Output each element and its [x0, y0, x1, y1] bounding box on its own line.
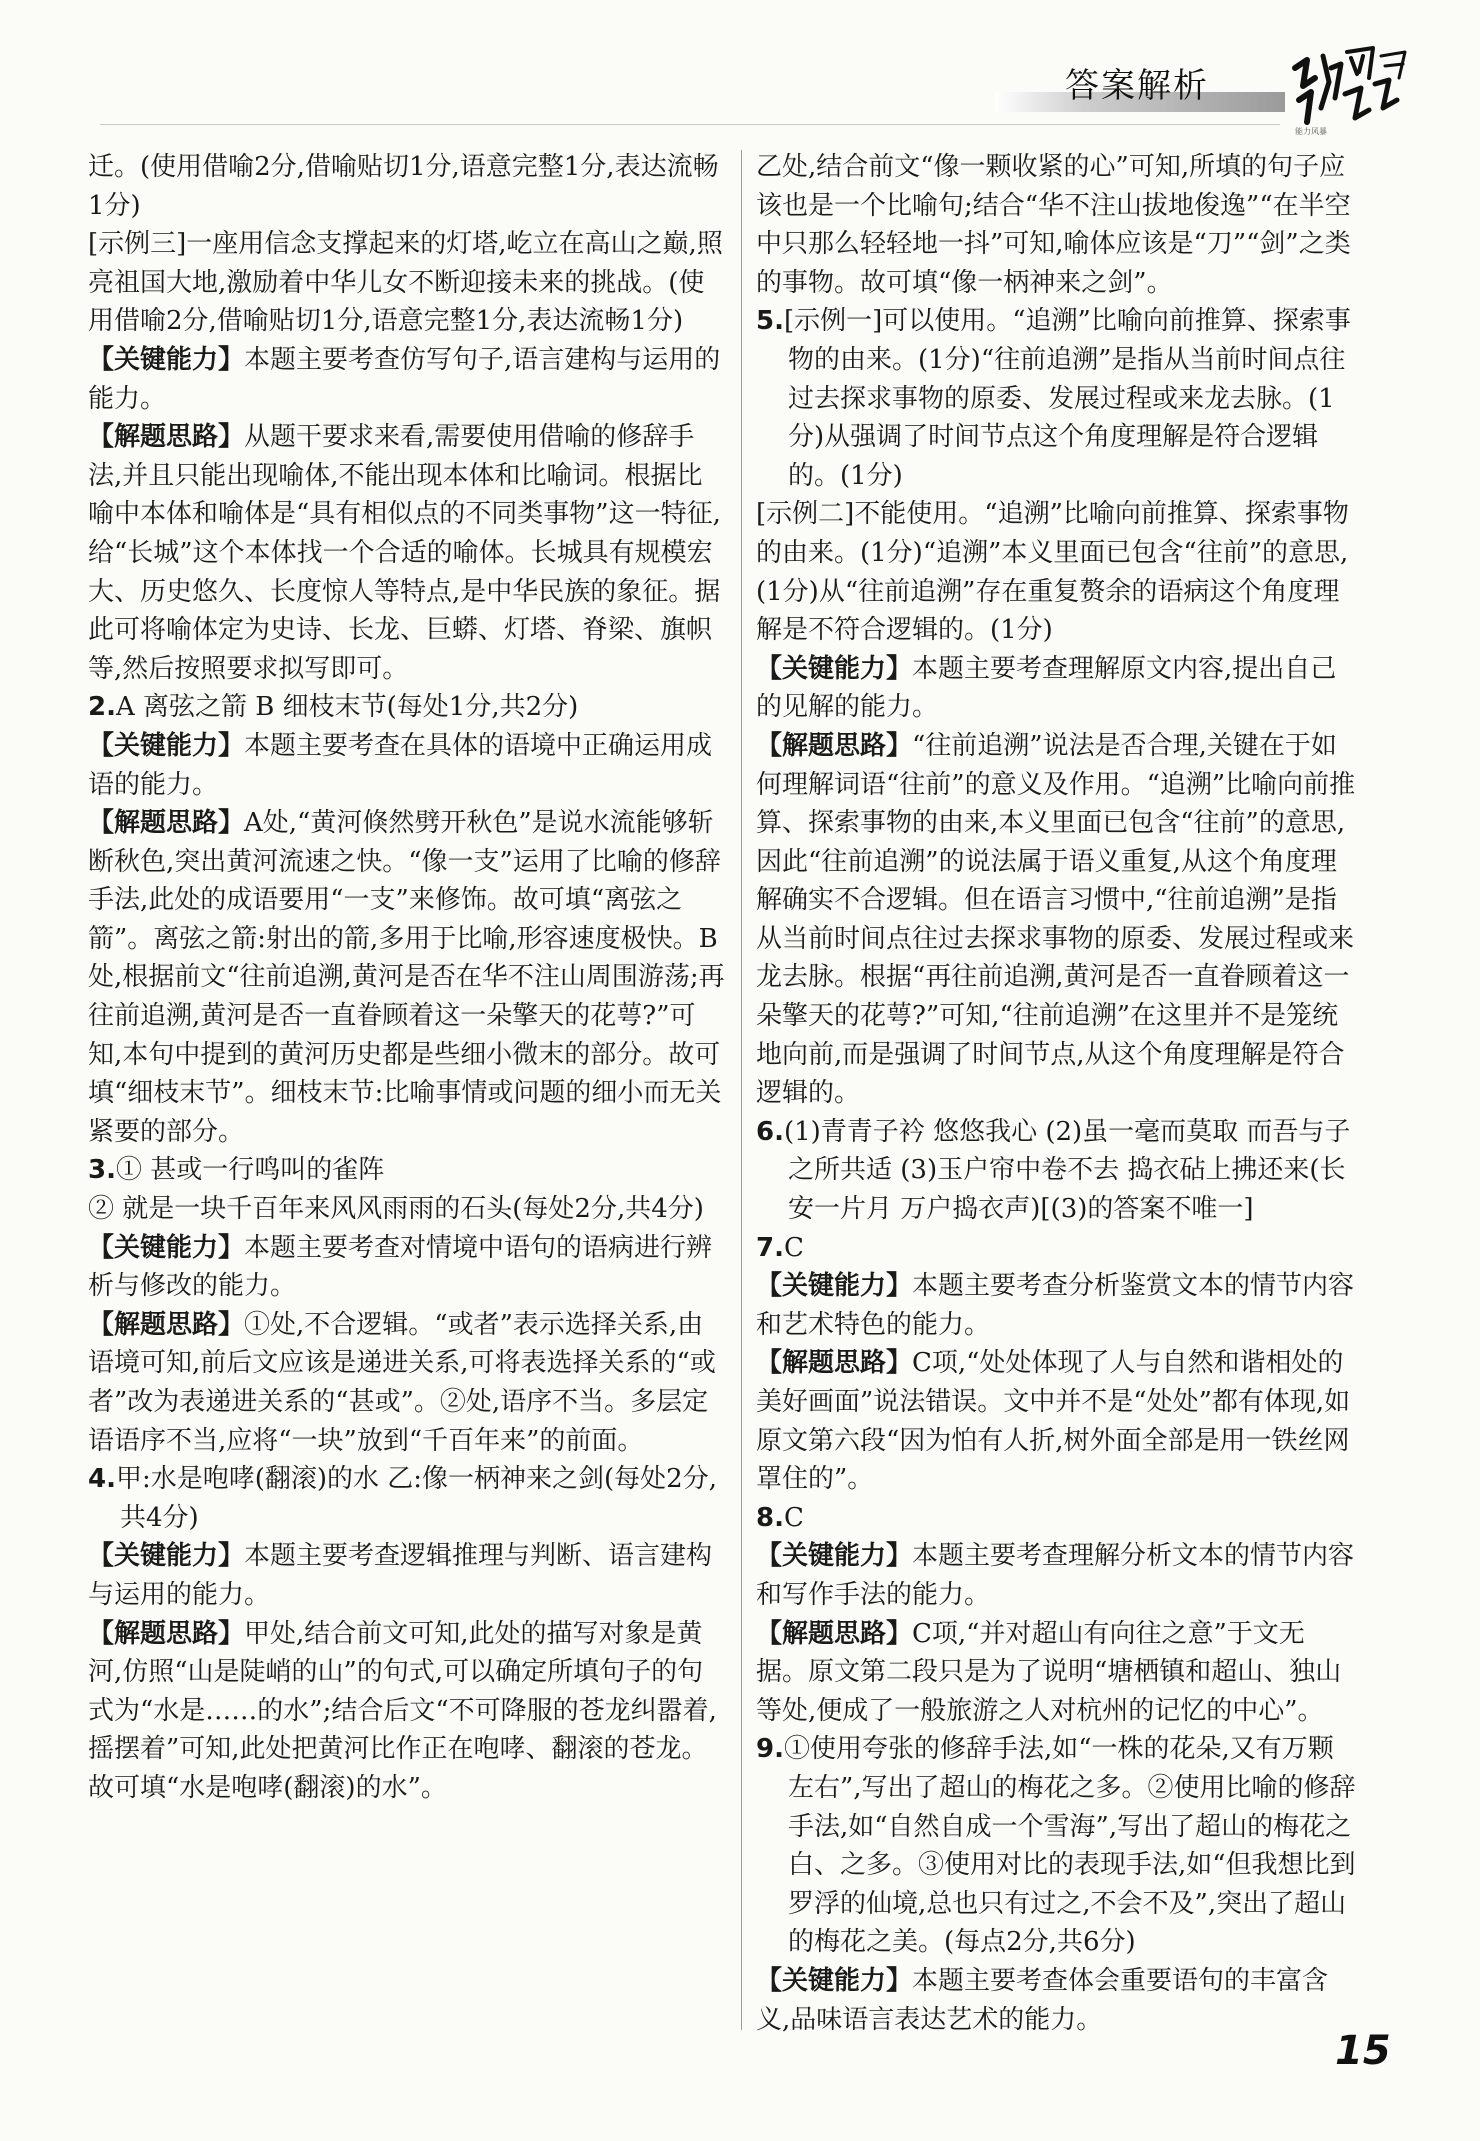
- analysis-paragraph: [88, 1615, 726, 1808]
- item-text: C: [783, 1502, 804, 1533]
- section-tag: 【解题思路】: [88, 808, 245, 839]
- paragraph-text: 本题主要考查理解分析文本的情节内容和写作手法的能力。: [756, 1541, 1355, 1610]
- analysis-paragraph: [88, 727, 726, 804]
- section-tag: 【关键能力】: [88, 1541, 245, 1572]
- section-tag: 【关键能力】: [88, 730, 245, 761]
- paragraph-text: 本题主要考查仿写句子,语言建构与运用的能力。: [88, 344, 721, 414]
- item-text: A 离弦之箭 B 细枝末节(每处1分,共2分): [115, 692, 579, 723]
- analysis-paragraph: [88, 1537, 726, 1614]
- column-divider: [741, 150, 742, 2030]
- paragraph-text: “往前追溯”说法是否合理,关键在于如何理解词语“往前”的意义及作用。“追溯”比喻向前推算、探索事物的由来,本义里面已包含“往前”的意思,因此“往前追溯”的说法属于语义重复,从这个角度理解确实不合逻辑。但在语言习惯中,“往前追溯”是指从当前时间点往过去探求事物的原委、发展过程或来龙去脉。根据“再往前追溯,黄河是否一直眷顾着这一朵擎天的花萼?”可知,“往前追溯”在这里并不是笼统地向前,而是强调了时间节点,从这个角度理解是符合逻辑的。: [756, 730, 1356, 1109]
- left-column: [88, 148, 726, 1808]
- paragraph-text: 本题主要考查在具体的语境中正确运用成语的能力。: [88, 730, 713, 800]
- analysis-paragraph: [756, 1962, 1356, 2039]
- analysis-paragraph: [88, 341, 726, 418]
- item-text: (1)青青子衿 悠悠我心 (2)虽一毫而莫取 而吾与子之所共适 (3)玉户帘中卷不去 捣衣砧上拂还来(长安一片月 万户捣衣声)[(3)的答案不唯一]: [783, 1116, 1351, 1225]
- section-tag: 【关键能力】: [756, 1965, 913, 1996]
- paragraph-text: 本题主要考查逻辑推理与判断、语言建构与运用的能力。: [88, 1541, 713, 1610]
- item-text: [示例一]可以使用。“追溯”比喻向前推算、探索事物的由来。(1分)“往前追溯”是指从当前时间点往过去探求事物的原委、发展过程或来龙去脉。(1分)从强调了时间节点这个角度理解是符合逻辑的。(1分): [783, 306, 1351, 491]
- section-tag: 【解题思路】: [756, 730, 913, 761]
- paragraph-text: C项,“处处体现了人与自然和谐相处的美好画面”说法错误。文中并不是“处处”都有体现,如原文第六段“因为怕有人折,树外面全部是用一铁丝网罩住的”。: [756, 1348, 1351, 1495]
- item-number: 4.: [88, 1464, 116, 1495]
- logo-text: 能力风暴: [1295, 127, 1327, 136]
- section-tag: 【解题思路】: [88, 422, 245, 453]
- header-rule: [100, 124, 1280, 125]
- section-tag: 【关键能力】: [88, 1232, 245, 1263]
- section-tag: 【关键能力】: [756, 1541, 913, 1572]
- section-tag: 【关键能力】: [756, 1271, 913, 1302]
- page-number: 15: [1335, 2028, 1391, 2074]
- item-number: 8.: [756, 1502, 784, 1533]
- paragraph-text: 本题主要考查分析鉴赏文本的情节内容和艺术特色的能力。: [756, 1271, 1355, 1340]
- paragraph-text: 本题主要考查对情境中语句的语病进行辨析与修改的能力。: [88, 1232, 713, 1302]
- analysis-paragraph: [756, 1344, 1356, 1498]
- paragraph-text: 本题主要考查理解原文内容,提出自己的见解的能力。: [756, 653, 1337, 723]
- section-tag: 【解题思路】: [88, 1618, 245, 1649]
- section-tag: 【解题思路】: [88, 1309, 245, 1340]
- item-text: C: [783, 1232, 804, 1263]
- analysis-paragraph: [756, 1537, 1356, 1614]
- paragraph-text: 甲处,结合前文可知,此处的描写对象是黄河,仿照“山是陡峭的山”的句式,可以确定所填句子的句式为“水是……的水”;结合后文“不可降服的苍龙纠嚣着,摇摆着”可知,此处把黄河比作正在咆哮、翻滚的苍龙。故可填“水是咆哮(翻滚)的水”。: [88, 1618, 717, 1803]
- section-tag: 【解题思路】: [756, 1348, 913, 1379]
- analysis-paragraph: [756, 650, 1356, 727]
- section-title: 答案解析: [1065, 66, 1209, 106]
- section-tag: 【解题思路】: [756, 1618, 913, 1649]
- text-paragraph: [示例三]一座用信念支撑起来的灯塔,屹立在高山之巅,照亮祖国大地,激励着中华儿女不断迎接未来的挑战。(使用借喻2分,借喻贴切1分,语意完整1分,表达流畅1分): [88, 229, 723, 337]
- analysis-paragraph: [756, 1267, 1356, 1344]
- paragraph-text: ①处,不合逻辑。“或者”表示选择关系,由语境可知,前后文应该是递进关系,可将表选择关系的“或者”改为表递进关系的“甚或”。②处,语序不当。多层定语语序不当,应将“一块”放到“千百年来”的前面。: [88, 1309, 716, 1456]
- answer-item: [756, 1499, 1356, 1538]
- paragraph-text: A处,“黄河倏然劈开秋色”是说水流能够斩断秋色,突出黄河流速之快。“像一支”运用了比喻的修辞手法,此处的成语要用“一支”来修饰。故可填“离弦之箭”。离弦之箭:射出的箭,多用于比喻,形容速度极快。B处,根据前文“往前追溯,黄河是否在华不注山周围游荡;再往前追溯,黄河是否一直眷顾着这一朵擎天的花萼?”可知,本句中提到的黄河历史都是些细小微末的部分。故可填“细枝末节”。细枝末节:比喻事情或问题的细小而无关紧要的部分。: [88, 808, 725, 1147]
- item-number: 3.: [88, 1155, 116, 1186]
- answer-item: [756, 302, 1356, 495]
- item-text: ① 甚或一行鸣叫的雀阵: [115, 1155, 385, 1186]
- item-number: 7.: [756, 1232, 784, 1263]
- paragraph-text: 从题干要求来看,需要使用借喻的修辞手法,并且只能出现喻体,不能出现本体和比喻词。根据比喻中本体和喻体是“具有相似点的不同类事物”这一特征,给“长城”这个本体找一个合适的喻体。长城具有规模宏大、历史悠久、长度惊人等特点,是中华民族的象征。据此可将喻体定为史诗、长龙、巨蟒、灯塔、脊梁、旗帜等,然后按照要求拟写即可。: [88, 422, 721, 684]
- text-paragraph: [示例二]不能使用。“追溯”比喻向前推算、探索事物的由来。(1分)“追溯”本义里面已包含“往前”的意思,(1分)从“往前追溯”存在重复赘余的语病这个角度理解是不符合逻辑的。(1分): [756, 499, 1349, 646]
- analysis-paragraph: [756, 1615, 1356, 1731]
- item-number: 2.: [88, 692, 116, 723]
- item-text: 甲:水是咆哮(翻滚)的水 乙:像一柄神来之剑(每处2分,共4分): [115, 1464, 717, 1533]
- section-tag: 【关键能力】: [88, 344, 245, 375]
- item-number: 5.: [756, 306, 784, 337]
- text-paragraph: 迁。(使用借喻2分,借喻贴切1分,语意完整1分,表达流畅1分): [88, 152, 719, 221]
- analysis-paragraph: [88, 1229, 726, 1306]
- item-number: 9.: [756, 1734, 784, 1765]
- answer-item: [88, 1460, 726, 1537]
- paragraph-text: 本题主要考查体会重要语句的丰富含义,品味语言表达艺术的能力。: [756, 1965, 1329, 2035]
- answer-item: [88, 1151, 726, 1190]
- item-text: ①使用夸张的修辞手法,如“一株的花朵,又有万颗左右”,写出了超山的梅花之多。②使用比喻的修辞手法,如“自然自成一个雪海”,写出了超山的梅花之白、之多。③使用对比的表现手法,如“但我想比到罗浮的仙境,总也只有过之,不会不及”,突出了超山的梅花之美。(每点2分,共6分): [783, 1734, 1356, 1958]
- page-header: [0, 0, 1480, 140]
- text-paragraph: ② 就是一块千百年来风风雨雨的石头(每处2分,共4分): [88, 1194, 704, 1225]
- answer-item: [756, 1113, 1356, 1229]
- item-number: 6.: [756, 1116, 784, 1147]
- answer-item: [756, 1730, 1356, 1962]
- analysis-paragraph: [88, 804, 726, 1151]
- right-column: [756, 148, 1356, 2039]
- brand-logo: [1285, 38, 1415, 138]
- answer-item: [88, 688, 726, 727]
- analysis-paragraph: [756, 727, 1356, 1113]
- analysis-paragraph: [88, 1306, 726, 1460]
- text-paragraph: 乙处,结合前文“像一颗收紧的心”可知,所填的句子应该也是一个比喻句;结合“华不注山拔地俊逸”“在半空中只那么轻轻地一抖”可知,喻体应该是“刀”“剑”之类的事物。故可填“像一柄神来之剑”。: [756, 152, 1351, 298]
- paragraph-text: C项,“并对超山有向往之意”于文无据。原文第二段只是为了说明“塘栖镇和超山、独山等处,便成了一般旅游之人对杭州的记忆的中心”。: [756, 1618, 1342, 1726]
- analysis-paragraph: [88, 418, 726, 688]
- answer-item: [756, 1229, 1356, 1268]
- section-tag: 【关键能力】: [756, 653, 913, 684]
